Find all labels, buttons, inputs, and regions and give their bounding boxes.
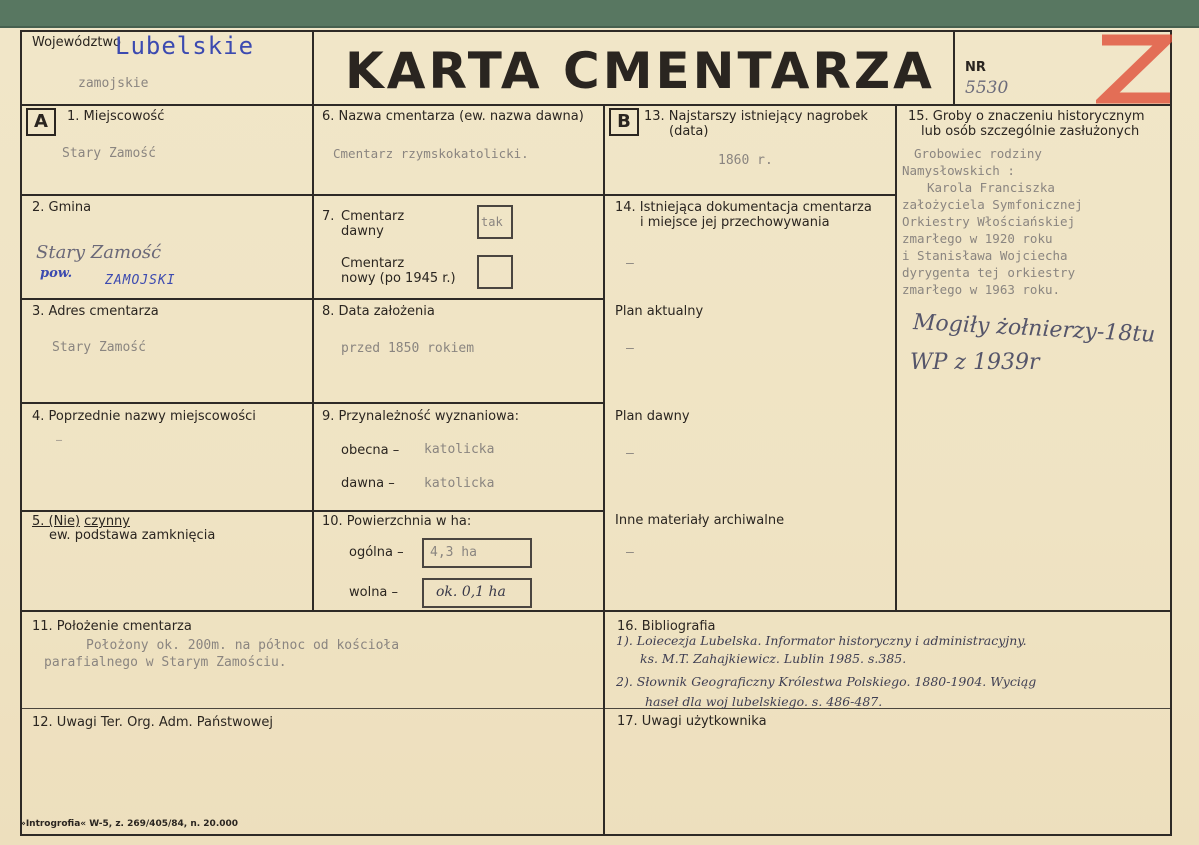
frame-right [1170,30,1172,836]
printer-imprint: »Introgrofia« W-5, z. 269/405/84, n. 20.000 [20,819,239,829]
header-divider-2 [953,30,955,106]
f15-handwritten-2: WP z 1939r [910,350,1040,375]
f6-label: 6. Nazwa cmentarza (ew. nazwa dawna) [322,109,584,124]
col-divider-1 [312,104,314,610]
f14-label-2: i miejsce jej przechowywania [640,215,830,230]
f14-value: – [626,256,634,271]
f2-prefix: pow. [40,266,73,281]
f4-value: – [56,435,63,446]
f15-label-1: 15. Groby o znaczeniu historycznym [908,109,1145,124]
f7-dawny-checkbox [477,205,513,239]
f10-label: 10. Powierzchnia w ha: [322,514,472,529]
f8-label: 8. Data założenia [322,304,435,319]
inne-label: Inne materiały archiwalne [615,513,785,528]
f16-item: 1). Loiecezja Lubelska. Informator historyczny i administracyjny. [616,633,1027,648]
f9-obecna-value: katolicka [424,442,495,457]
f5-czynny: czynny [84,514,130,529]
f15-line: zmarłego w 1963 roku. [902,282,1061,297]
f15-line: Grobowiec rodziny [914,146,1042,161]
f1-label: 1. Miejscowość [67,109,165,124]
col-divider-3 [895,104,897,610]
f10-wolna-value: ok. 0,1 ha [436,584,506,600]
f9-dawna-value: katolicka [424,476,495,491]
inne-value: – [626,545,634,560]
frame-left [20,30,22,836]
f7-dawny-label-2: dawny [341,224,384,239]
f4-label: 4. Poprzednie nazwy miejscowości [32,409,256,424]
f7-nowy-label-2: nowy (po 1945 r.) [341,271,456,286]
page-title: KARTA CMENTARZA [345,42,935,100]
f15-line: Orkiestry Włościańskiej [902,214,1076,229]
section-a-marker: A [26,108,56,136]
row-sep-2 [20,298,605,300]
f11-line-1: Położony ok. 200m. na północ od kościoła [86,638,400,653]
f15-line: i Stanisława Wojciecha [902,248,1068,263]
header-bottom [20,104,1172,106]
f11-label: 11. Położenie cmentarza [32,619,192,634]
f1-value: Stary Zamość [62,146,156,161]
f12-label: 12. Uwagi Ter. Org. Adm. Państwowej [32,715,273,730]
f15-line: założyciela Symfonicznej [902,197,1083,212]
f10-ogolna-label: ogólna – [349,545,404,560]
plan-dawny-label: Plan dawny [615,409,690,424]
f15-label-2: lub osób szczególnie zasłużonych [921,124,1140,139]
plan-dawny-value: – [626,446,634,461]
f10-wolna-label: wolna – [349,585,399,600]
cemetery-card [0,28,1199,845]
plan-aktualny-value: – [626,341,634,356]
plan-aktualny-label: Plan aktualny [615,304,704,319]
f15-line: zmarłego w 1920 roku [902,231,1053,246]
row-sep-col3 [603,194,896,196]
f14-label-1: 14. Istniejąca dokumentacja cmentarza [615,200,872,215]
f10-ogolna-value: 4,3 ha [430,545,477,560]
f16-label: 16. Bibliografia [617,619,716,634]
f13-label-1: 13. Najstarszy istniejący nagrobek [644,109,868,124]
col-divider-2 [603,104,605,834]
f5-label-line1 [32,514,130,529]
frame-bottom [20,834,1172,836]
wojewodztwo-value: Lubelskie [115,32,255,60]
nr-label: NR [965,60,986,75]
f7-nowy-checkbox [477,255,513,289]
f11-line-2: parafialnego w Starym Zamościu. [44,655,287,670]
f6-value: Cmentarz rzymskokatolicki. [333,146,529,161]
row-sep-4 [20,510,605,512]
row-sep-bottom-2 [20,708,1172,709]
f10-ogolna-box [422,538,532,568]
f7-dawny-value: tak [481,215,503,229]
f9-obecna-label: obecna – [341,443,400,458]
f16-item: haseł dla woj lubelskiego. s. 486-487. [645,694,883,709]
f3-label: 3. Adres cmentarza [32,304,159,319]
section-b-marker: B [609,108,639,136]
f16-item: ks. M.T. Zahajkiewicz. Lublin 1985. s.385. [640,651,907,666]
f16-item: 2). Słownik Geograficzny Królestwa Polskiego. 1880-1904. Wyciąg [616,674,1037,689]
former-voivodeship: zamojskie [78,76,149,91]
f3-value: Stary Zamość [52,340,146,355]
f7-dawny-label-1: Cmentarz [341,209,405,224]
f2-value: Stary Zamość [36,242,162,263]
f10-wolna-box [422,578,532,608]
row-sep-bottom-1 [20,610,1172,612]
f15-line: Karola Franciszka [927,180,1055,195]
header-divider-1 [312,30,314,106]
f15-handwritten-1: Mogiły żołnierzy-18tu [912,310,1156,348]
f7-nowy-label-1: Cmentarz [341,256,405,271]
f9-dawna-label: dawna – [341,476,395,491]
f2-label: 2. Gmina [32,200,92,215]
f5-nie: 5. (Nie) [32,514,81,529]
f7-label: 7. [322,209,335,224]
row-sep-3 [20,402,605,404]
f2-stamp: ZAMOJSKI [105,273,176,288]
wojewodztwo-label: Województwo [32,35,122,50]
f15-line: dyrygenta tej orkiestry [902,265,1076,280]
f9-label: 9. Przynależność wyznaniowa: [322,409,520,424]
nr-value: 5530 [965,78,1009,98]
binding-strip [0,0,1199,30]
f8-value: przed 1850 rokiem [341,341,475,356]
f15-line: Namysłowskich : [902,163,1015,178]
f13-label-2: (data) [669,124,709,139]
red-stamp-z [1096,32,1172,110]
f13-value: 1860 r. [718,153,773,168]
row-sep-1 [20,194,605,196]
f17-label: 17. Uwagi użytkownika [617,714,767,729]
f5-label-line2: ew. podstawa zamknięcia [49,528,216,543]
